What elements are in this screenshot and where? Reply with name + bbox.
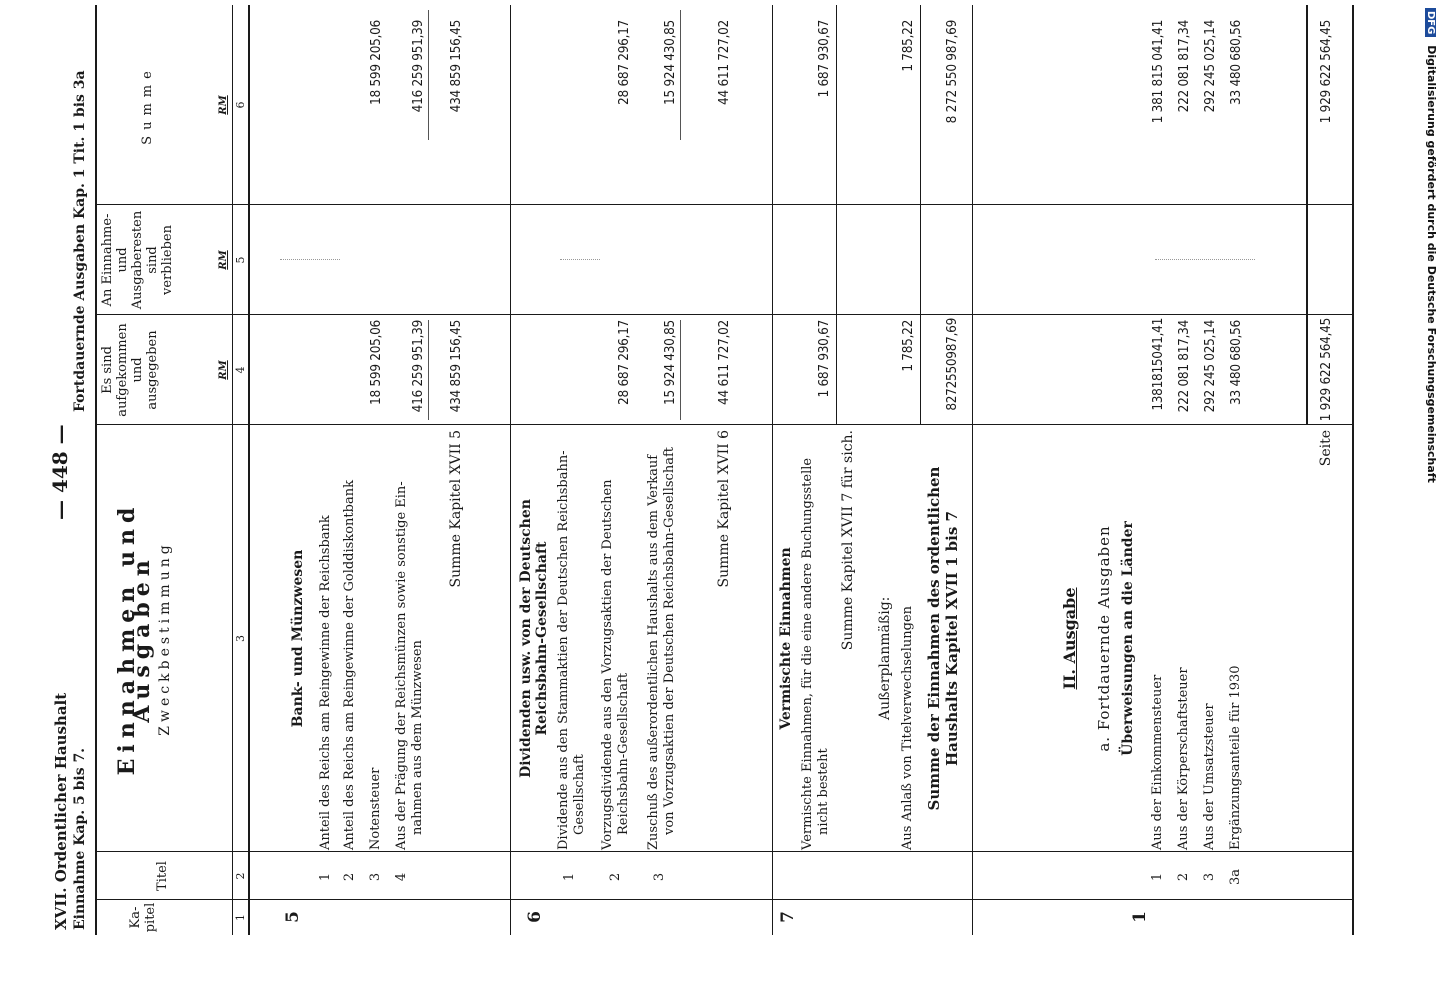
colnum-3: 3	[234, 635, 247, 642]
kap7-row-col4: 1 687 930,67	[816, 320, 832, 398]
dfg-logo: DFG	[1425, 8, 1436, 37]
kap6-titel-1: 1	[562, 872, 577, 882]
ausgabe-titel-3a: 3a	[1228, 868, 1243, 886]
kap6-heading-2: Reichsbahn-Gesellschaft	[534, 541, 550, 736]
kap5-row-4-line2: nahmen aus dem Münzwesen	[410, 640, 425, 835]
header-titel: Titel	[155, 861, 170, 891]
ausgabe-row-3-col4: 292 245 025,14	[1202, 320, 1218, 413]
kap5-row-4-col4: 416 259 951,39	[410, 320, 426, 413]
kap7-sum-rule	[836, 5, 837, 425]
colnum-2: 2	[234, 872, 247, 880]
currency-col5: RM	[218, 250, 229, 270]
kap6-sum-rule-col4	[680, 320, 681, 420]
ausgabe-row-2-col6: 222 081 817,34	[1176, 20, 1192, 113]
kap5-titel-4: 4	[394, 872, 409, 882]
kap7-row-col6: 1 687 930,67	[816, 20, 832, 98]
header-col6: Summe	[140, 65, 155, 145]
kap5-end-rule	[510, 5, 511, 935]
kap7-ausserplan: Außerplanmäßig:	[877, 596, 893, 720]
table-top-rule	[95, 5, 97, 935]
ausgabe-row-3: Aus der Umsatzsteuer	[1202, 703, 1217, 850]
kap6-row-3-col6: 15 924 430,85	[662, 20, 678, 105]
dotted-guide	[1155, 259, 1255, 260]
colnum-top-rule	[232, 5, 233, 935]
kap6-row-2-col6: 28 687 296,17	[616, 20, 632, 105]
kap5-sum-col6: 434 859 156,45	[448, 20, 464, 113]
kap6-row-3-line1: Zuschuß des außerordentlichen Haushalts aus dem Verkauf	[646, 454, 661, 850]
kap7-heading: Vermischte Einnahmen	[778, 547, 794, 730]
kap7-end-rule	[972, 5, 973, 935]
table-bottom-rule	[1352, 5, 1354, 935]
ausgabe-row-3a-col6: 33 480 680,56	[1228, 20, 1244, 105]
section-title: XVII. Ordentlicher Haushalt	[52, 692, 70, 930]
currency-col4: RM	[218, 360, 229, 380]
kap6-heading-1: Dividenden usw. von der Deutschen	[518, 499, 534, 778]
ausgabe-heading: II. Ausgabe	[1060, 587, 1079, 690]
kap6-row-1-line2: Gesellschaft	[572, 754, 587, 835]
kap5-row-3-col6: 18 599 205,06	[368, 20, 384, 105]
kap5-sum-label: Summe Kapitel XVII 5	[448, 430, 464, 588]
dfg-credit-strip	[1408, 6, 1438, 996]
kap6-row-2-line1: Vorzugsdividende aus den Vorzugsaktien der Deutschen	[600, 479, 615, 850]
ausgabe-titel-3: 3	[1202, 872, 1217, 882]
kap6-row-2-line2: Reichsbahn-Gesellschaft	[616, 672, 631, 835]
kapitel-6: 6	[525, 911, 545, 923]
header-main-title: Einnahmen und Ausgaben	[114, 501, 155, 776]
kap5-titel-1: 1	[318, 872, 333, 882]
grand-total-label-1: Summe der Einnahmen des ordentlichen	[925, 466, 943, 811]
colnum-6: 6	[234, 101, 247, 109]
kap6-titel-3: 3	[652, 872, 667, 882]
header-main-sub: Zweckbestimmung	[157, 541, 173, 736]
ausgabe-row-1: Aus der Einkommensteuer	[1150, 674, 1165, 850]
kap5-row-3-col4: 18 599 205,06	[368, 320, 384, 405]
dotted-guide	[280, 259, 340, 260]
seite-rule	[1306, 5, 1308, 425]
kap5-sum-rule-col4	[428, 320, 429, 420]
ausgabe-titel-2: 2	[1176, 872, 1191, 882]
ausgabe-row-3a: Ergänzungsanteile für 1930	[1228, 665, 1243, 850]
kap7-row-line1: Vermischte Einnahmen, für die eine andere Buchungsstelle	[800, 457, 815, 850]
kap7-sum-label: Summe Kapitel XVII 7 für sich.	[840, 430, 856, 651]
seite-label: Seite	[1318, 430, 1334, 467]
header-col4: Es sind aufgekommen und ausgegeben	[100, 323, 160, 417]
seite-col6: 1 929 622 564,45	[1318, 20, 1334, 124]
kap5-titel-3: 3	[368, 872, 383, 882]
kap6-sum-col6: 44 611 727,02	[716, 20, 732, 105]
kap7-ausserplan-row: Aus Anlaß von Titelverwechselungen	[900, 605, 915, 850]
kap6-row-3-col4: 15 924 430,85	[662, 320, 678, 405]
colnum-4: 4	[234, 366, 247, 374]
right-header-title: Fortdauernde Ausgaben Kap. 1 Tit. 1 bis 3a	[72, 70, 88, 412]
page-number: — 448 —	[48, 424, 72, 520]
ausgabe-sub2: Überweisungen an die Länder	[1120, 521, 1136, 756]
col-divider-5	[95, 204, 1352, 205]
dotted-guide	[560, 259, 600, 260]
kap6-row-1-line1: Dividende aus den Stammaktien der Deutschen Reichsbahn-	[556, 450, 571, 850]
grand-total-label-2: Haushalts Kapitel XVII 1 bis 7	[943, 511, 961, 766]
kapitel-7: 7	[778, 911, 798, 923]
kap5-heading: Bank- und Münzwesen	[290, 549, 306, 728]
col-divider-4	[95, 314, 1352, 315]
ausgabe-row-3a-col4: 33 480 680,56	[1228, 320, 1244, 405]
currency-col6: RM	[218, 95, 229, 115]
kap7-ausserplan-col6: 1 785,22	[900, 20, 916, 72]
kap6-sum-label: Summe Kapitel XVII 6	[716, 430, 732, 588]
ausgabe-row-2: Aus der Körperschaftsteuer	[1176, 667, 1191, 850]
grand-total-col6: 8 272 550 987,69	[944, 20, 960, 124]
ausgabe-row-2-col4: 222 081 817,34	[1176, 320, 1192, 413]
kapitel-5: 5	[283, 911, 303, 923]
kap5-row-4-line1: Aus der Prägung der Reichsmünzen sowie sonstige Ein-	[394, 481, 409, 850]
kap7-row-line2: nicht besteht	[816, 748, 831, 835]
ausgabe-sub: a. Fortdauernde Ausgaben	[1095, 525, 1113, 752]
header-col5: An Einnahme- und Ausgaberesten sind verblieben	[100, 210, 175, 310]
colnum-1: 1	[234, 914, 247, 921]
kap6-titel-2: 2	[608, 872, 623, 882]
ausgabe-kapitel-1: 1	[1130, 911, 1150, 923]
kap5-sum-col4: 434 859 156,45	[448, 320, 464, 413]
kap5-titel-2: 2	[342, 872, 357, 882]
kap5-row-3: Notensteuer	[368, 767, 383, 850]
kap6-sum-col4: 44 611 727,02	[716, 320, 732, 405]
kap6-row-2-col4: 28 687 296,17	[616, 320, 632, 405]
kap5-row-2: Anteil des Reichs am Reingewinne der Golddiskontbank	[342, 480, 357, 850]
col-divider-2	[95, 851, 1352, 852]
dfg-credit-text: Digitalisierung gefördert durch die Deutsche Forschungsgemeinschaft	[1425, 45, 1438, 483]
kap5-row-4-col6: 416 259 951,39	[410, 20, 426, 113]
header-kapitel: Ka-pitel	[128, 902, 158, 933]
section-subtitle: Einnahme Kap. 5 bis 7.	[72, 747, 88, 930]
kap5-row-1: Anteil des Reichs am Reingewinne der Reichsbank	[318, 515, 333, 850]
seite-col4: 1 929 622 564,45	[1318, 318, 1334, 422]
kap6-sum-rule-col6	[680, 10, 681, 140]
grand-total-col4: 8272550987,69	[944, 318, 960, 411]
colnum-5: 5	[234, 256, 247, 264]
kap7-total-rule	[920, 5, 921, 425]
col-divider-3	[95, 424, 1352, 425]
kap6-row-3-line2: von Vorzugsaktien der Deutschen Reichsbahn-Gesellschaft	[662, 447, 677, 835]
ausgabe-titel-1: 1	[1150, 872, 1165, 882]
kap7-ausserplan-col4: 1 785,22	[900, 320, 916, 372]
ausgabe-row-3-col6: 292 245 025,14	[1202, 20, 1218, 113]
kap5-sum-rule-col6	[428, 10, 429, 140]
kap6-end-rule	[772, 5, 773, 935]
ausgabe-row-1-col4: 1381815041,41	[1150, 318, 1166, 411]
ausgabe-row-1-col6: 1 381 815 041,41	[1150, 20, 1166, 124]
header-bottom-rule	[248, 5, 250, 935]
